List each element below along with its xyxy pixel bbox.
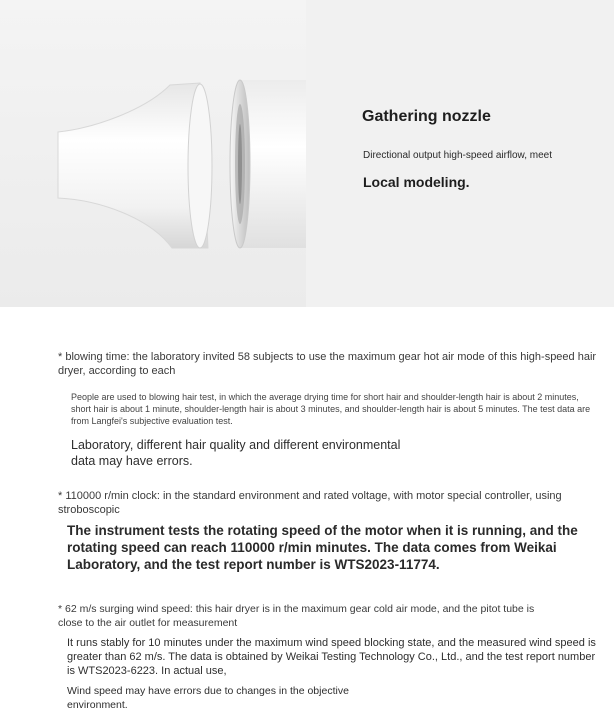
blowing-time-error: Laboratory, different hair quality and different environmental data may have errors. — [71, 438, 401, 468]
wind-speed-note: * 62 m/s surging wind speed: this hair dryer is in the maximum gear cold air mode, and the pitot tube is close to the air outlet for measurement — [58, 603, 535, 629]
hero-subtitle: Directional output high-speed airflow, meet — [363, 150, 552, 161]
gathering-nozzle-illustration — [0, 0, 306, 307]
hero-subtitle-2: Local modeling. — [363, 174, 470, 190]
blowing-time-note: * blowing time: the laboratory invited 58 subjects to use the maximum gear hot air mode of this high-speed hair dryer, according to each — [58, 351, 597, 377]
hero-title: Gathering nozzle — [362, 108, 491, 125]
hero-banner — [0, 0, 614, 307]
rpm-note: * 110000 r/min clock: in the standard environment and rated voltage, with motor special controller, using stroboscopic — [58, 490, 562, 516]
product-image-panel — [0, 0, 306, 307]
wind-speed-detail: It runs stably for 10 minutes under the maximum wind speed blocking state, and the measured wind speed is greater than 62 m/s. The data is obtained by Weikai Testing Technology Co., Ltd., and the test report number is WTS2023-6223. In actual use, — [67, 637, 596, 677]
rpm-detail: The instrument tests the rotating speed of the motor when it is running, and the rotating speed can reach 110000 r/min minutes. The data comes from Weikai Laboratory, and the test report number is WTS2023-11774. — [67, 523, 578, 572]
blowing-time-detail: People are used to blowing hair test, in which the average drying time for short hair and shoulder-length hair is about 2 minutes, short hair is about 1 minute, shoulder-length hair is about 3 minutes, and shoulder-length hair is about 5 minutes. The test data are from Langfei's subjective evaluation test. — [71, 392, 591, 426]
wind-speed-error: Wind speed may have errors due to changes in the objective environment. — [67, 685, 349, 711]
